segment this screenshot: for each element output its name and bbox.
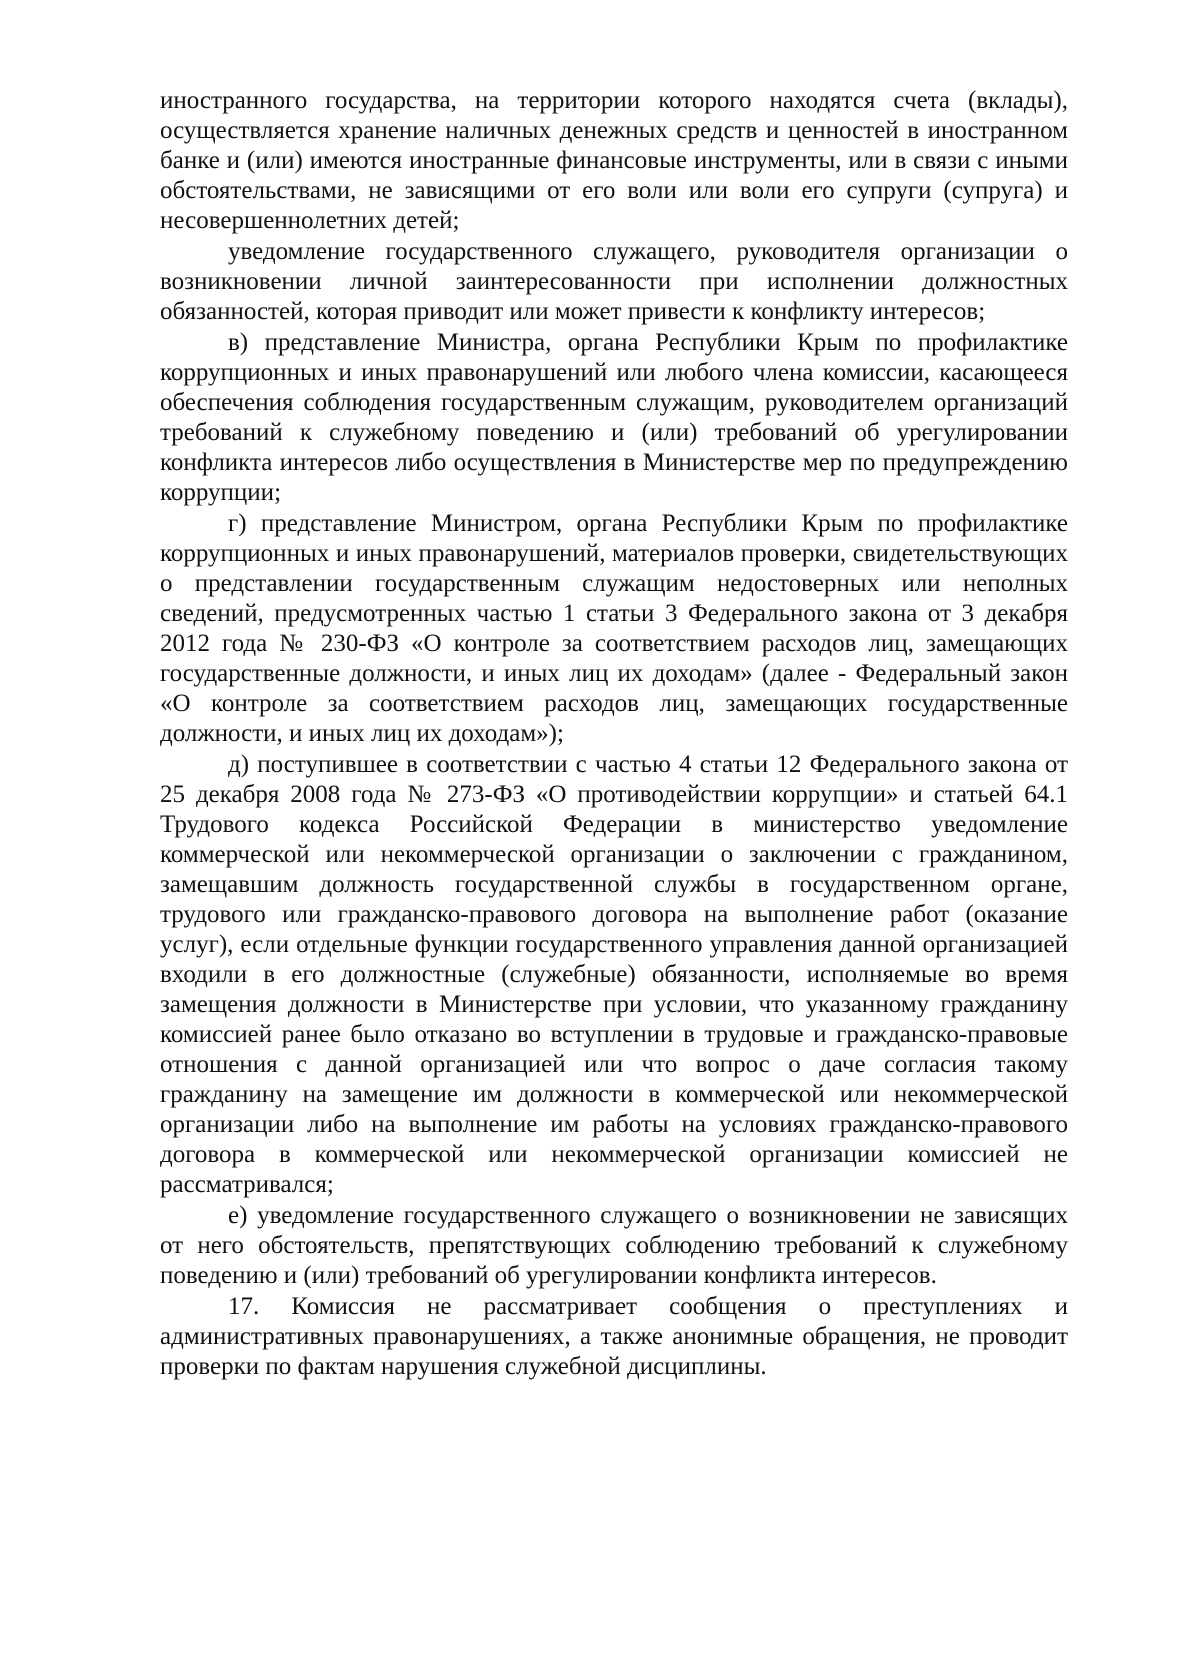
paragraph-foreign-state: иностранного государства, на территории которого находятся счета (вклады), осуществляется хранение наличных денежных средств и ценностей в иностранном банке и (или) имеются иностранные финансовые инструменты, или в связи с иными обстоятельствами, не зависящими от его воли или воли его супруги (супруга) и несовершеннолетних детей; <box>160 87 1068 234</box>
paragraph-item-g: г) представление Министром, органа Республики Крым по профилактике коррупционных и иных правонарушений, материалов проверки, свидетельствующих о представлении государственным служащим недостоверных или неполных сведений, предусмотренных частью 1 статьи 3 Федерального закона от 3 декабря 2012 года № 230-ФЗ «О контроле за соответствием расходов лиц, замещающих государственные должности, и иных лиц их доходам» (далее - Федеральный закон «О контроле за соответствием расходов лиц, замещающих государственные должности, и иных лиц их доходам»); <box>160 510 1068 747</box>
paragraph-item-d: д) поступившее в соответствии с частью 4 статьи 12 Федерального закона от 25 декабря 2008 года № 273-ФЗ «О противодействии коррупции» и статьей 64.1 Трудового кодекса Российской Федерации в министерство уведомление коммерческой или некоммерческой организации о заключении с гражданином, замещавшим должность государственной службы в государственном органе, трудового или гражданско-правового договора на выполнение работ (оказание услуг), если отдельные функции государственного управления данной организацией входили в его должностные (служебные) обязанности, исполняемые во время замещения должности в Министерстве при условии, что указанному гражданину комиссией ранее было отказано во вступлении в трудовые и гражданско-правовые отношения с данной организацией или что вопрос о даче согласия такому гражданину на замещение им должности в коммерческой или некоммерческой организации либо на выполнение им работы на условиях гражданско-правового договора в коммерческой или некоммерческой организации комиссией не рассматривался; <box>160 751 1068 1198</box>
paragraph-item-e: е) уведомление государственного служащего о возникновении не зависящих от него обстоятельств, препятствующих соблюдению требований к служебному поведению и (или) требований об урегулировании конфликта интересов. <box>160 1202 1068 1289</box>
paragraph-item-17: 17. Комиссия не рассматривает сообщения о преступлениях и административных правонарушениях, а также анонимные обращения, не проводит проверки по фактам нарушения служебной дисциплины. <box>160 1293 1068 1380</box>
paragraph-item-v: в) представление Министра, органа Республики Крым по профилактике коррупционных и иных правонарушений или любого члена комиссии, касающееся обеспечения соблюдения государственным служащим, руководителем организаций требований к служебному поведению и (или) требований об урегулировании конфликта интересов либо осуществления в Министерстве мер по предупреждению коррупции; <box>160 329 1068 506</box>
paragraph-notification-conflict: уведомление государственного служащего, руководителя организации о возникновении личной заинтересованности при исполнении должностных обязанностей, которая приводит или может привести к конфликту интересов; <box>160 238 1068 325</box>
